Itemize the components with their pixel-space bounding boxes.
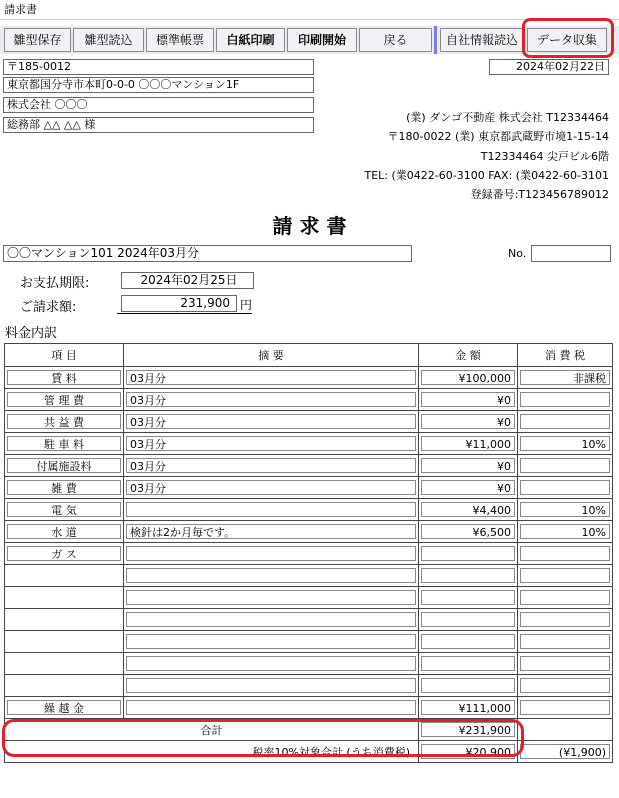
description-field[interactable] xyxy=(126,678,416,693)
save-template-button[interactable]: 雛型保存 xyxy=(4,28,71,52)
tax-field[interactable]: 10% xyxy=(520,436,610,451)
tax-field[interactable] xyxy=(520,590,610,605)
description-field[interactable]: 03月分 xyxy=(126,392,416,407)
issuer-line1: (業) ダンゴ不動産 株式会社 T12334464 xyxy=(406,111,609,124)
table-row xyxy=(5,587,613,609)
issuer-line4: TEL: (業0422-60-3100 FAX: (業0422-60-3101 xyxy=(364,169,609,182)
amount-field[interactable]: ¥6,500 xyxy=(421,524,515,539)
tax-field[interactable] xyxy=(520,700,610,715)
table-row xyxy=(5,477,613,499)
table-row xyxy=(5,499,613,521)
amount-field[interactable]: ¥100,000 xyxy=(421,370,515,385)
item-label: 共 益 費 xyxy=(7,414,121,429)
item-label: 駐 車 料 xyxy=(7,436,121,451)
tax-target-total: ¥20,900 xyxy=(421,744,515,759)
amount-field[interactable]: ¥0 xyxy=(421,480,515,495)
subject-field[interactable]: 〇〇マンション101 2024年03月分 xyxy=(3,245,412,262)
tax-field[interactable] xyxy=(520,612,610,627)
header-tax: 消 費 税 xyxy=(518,344,613,367)
amount-unit: 円 xyxy=(240,298,253,312)
description-field[interactable] xyxy=(126,700,416,715)
table-row xyxy=(5,653,613,675)
item-label: ガ ス xyxy=(7,546,121,561)
breakdown-table xyxy=(4,343,613,763)
toolbar-separator xyxy=(434,26,437,54)
description-field[interactable]: 03月分 xyxy=(126,414,416,429)
amount-field[interactable]: ¥0 xyxy=(421,458,515,473)
description-field[interactable]: 03月分 xyxy=(126,480,416,495)
issuer-line5: 登録番号:T123456789012 xyxy=(470,188,609,201)
description-field[interactable]: 03月分 xyxy=(126,436,416,451)
tax-field[interactable] xyxy=(520,656,610,671)
description-field[interactable] xyxy=(126,590,416,605)
amount-field[interactable]: 231,900 xyxy=(121,295,237,312)
amount-field[interactable]: ¥111,000 xyxy=(421,700,515,715)
tax-field[interactable] xyxy=(520,392,610,407)
recipient-postal-field[interactable]: 〒185-0012 xyxy=(3,59,314,75)
header-description: 摘 要 xyxy=(124,344,419,367)
number-label: No. xyxy=(508,247,527,260)
tax-field[interactable] xyxy=(520,546,610,561)
table-row xyxy=(5,675,613,697)
issue-date-field[interactable]: 2024年02月22日 xyxy=(489,59,609,75)
table-row xyxy=(5,543,613,565)
recipient-department-field[interactable]: 総務部 △△ △△ 様 xyxy=(3,117,314,133)
start-print-button[interactable]: 印刷開始 xyxy=(287,28,357,52)
amount-field[interactable]: ¥0 xyxy=(421,392,515,407)
number-field[interactable] xyxy=(531,245,611,262)
tax-field[interactable]: 非課税 xyxy=(520,370,610,385)
issuer-line3: T12334464 尖戸ビル6階 xyxy=(480,150,609,163)
collect-data-button[interactable]: データ収集 xyxy=(527,28,607,52)
tax-field[interactable] xyxy=(520,568,610,583)
load-company-info-button[interactable]: 自社情報読込 xyxy=(440,28,524,52)
total-amount: ¥231,900 xyxy=(421,722,515,737)
description-field[interactable] xyxy=(126,656,416,671)
due-date-field[interactable]: 2024年02月25日 xyxy=(121,272,254,289)
table-row xyxy=(5,455,613,477)
header-amount: 金 額 xyxy=(419,344,518,367)
amount-field[interactable]: ¥4,400 xyxy=(421,502,515,517)
description-field[interactable]: 検針は2か月毎です。 xyxy=(126,524,416,539)
item-label: 管 理 費 xyxy=(7,392,121,407)
recipient-company-field[interactable]: 株式会社 〇〇〇 xyxy=(3,97,314,113)
tax-field[interactable] xyxy=(520,634,610,649)
document-title: 請 求 書 xyxy=(272,214,347,238)
item-label: 付属施設料 xyxy=(7,458,121,473)
amount-label: ご請求額: xyxy=(20,300,77,315)
due-date-label: お支払期限: xyxy=(20,276,90,291)
amount-field[interactable] xyxy=(421,634,515,649)
table-row xyxy=(5,631,613,653)
table-row xyxy=(5,433,613,455)
table-row xyxy=(5,565,613,587)
amount-field[interactable] xyxy=(421,546,515,561)
amount-field[interactable] xyxy=(421,612,515,627)
issuer-line2: 〒180-0022 (業) 東京都武蔵野市境1-15-14 xyxy=(387,130,609,143)
description-field[interactable]: 03月分 xyxy=(126,370,416,385)
description-field[interactable]: 03月分 xyxy=(126,458,416,473)
blank-print-button[interactable]: 白紙印刷 xyxy=(216,28,285,52)
item-label: 雑 費 xyxy=(7,480,121,495)
tax-field[interactable] xyxy=(520,414,610,429)
table-row xyxy=(5,389,613,411)
amount-field[interactable]: ¥11,000 xyxy=(421,436,515,451)
amount-underline xyxy=(117,313,252,314)
item-label: 繰 越 金 xyxy=(7,700,121,715)
item-label: 賃 料 xyxy=(7,370,121,385)
total-label: 合計 xyxy=(5,719,419,741)
amount-field[interactable] xyxy=(421,568,515,583)
amount-field[interactable] xyxy=(421,590,515,605)
back-button[interactable]: 戻る xyxy=(359,28,432,52)
table-row xyxy=(5,521,613,543)
description-field[interactable] xyxy=(126,568,416,583)
item-label: 電 気 xyxy=(7,502,121,517)
tax-field[interactable]: 10% xyxy=(520,524,610,539)
window-title: 請求書 xyxy=(0,0,619,20)
description-field[interactable] xyxy=(126,634,416,649)
table-row xyxy=(5,697,613,719)
amount-field[interactable] xyxy=(421,656,515,671)
tax-amount: (¥1,900) xyxy=(520,744,610,759)
breakdown-label: 料金内訳 xyxy=(5,326,58,341)
table-row xyxy=(5,411,613,433)
tax-total-label: 税率10%対象合計 (うち消費税) xyxy=(5,741,419,763)
table-row xyxy=(5,609,613,631)
table-row xyxy=(5,367,613,389)
item-label: 水 道 xyxy=(7,524,121,539)
amount-field[interactable] xyxy=(421,678,515,693)
toolbar xyxy=(0,26,619,54)
description-field[interactable] xyxy=(126,612,416,627)
tax-field[interactable] xyxy=(520,678,610,693)
description-field[interactable] xyxy=(126,546,416,561)
tax-field[interactable] xyxy=(520,458,610,473)
header-item: 項 目 xyxy=(5,344,124,367)
standard-form-button[interactable]: 標準帳票 xyxy=(146,28,214,52)
load-template-button[interactable]: 雛型読込 xyxy=(73,28,144,52)
amount-field[interactable]: ¥0 xyxy=(421,414,515,429)
tax-field[interactable]: 10% xyxy=(520,502,610,517)
recipient-address-field[interactable]: 東京都国分寺市本町0-0-0 〇〇〇マンション1F xyxy=(3,77,314,93)
description-field[interactable] xyxy=(126,502,416,517)
tax-field[interactable] xyxy=(520,480,610,495)
